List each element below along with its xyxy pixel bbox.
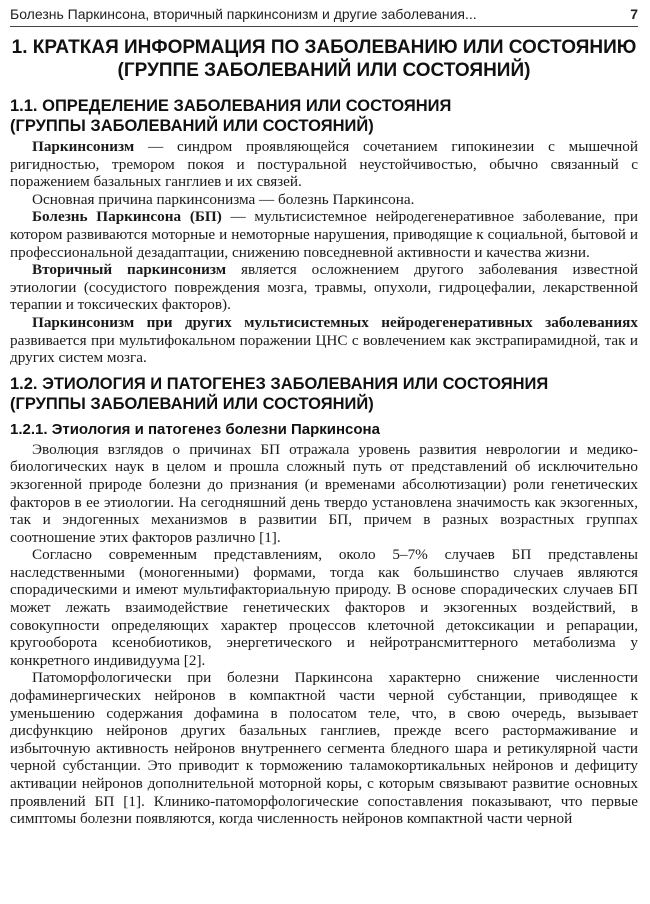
- chapter-title-line-2: (ГРУППЕ ЗАБОЛЕВАНИЙ ИЛИ СОСТОЯНИЙ): [117, 60, 531, 81]
- term-parkinsons-disease: Болезнь Паркинсона (БП): [32, 208, 222, 226]
- section-1-2-title: [10, 374, 638, 414]
- definition-parkinsonism: [10, 138, 638, 191]
- subsection-1-2-1-title: 1.2.1. Этиология и патогенез болезни Паркинсона: [10, 420, 380, 438]
- section-1-2-title-line-1: 1.2. ЭТИОЛОГИЯ И ПАТОГЕНЕЗ ЗАБОЛЕВАНИЯ ИЛИ СОСТОЯНИЯ: [10, 374, 549, 393]
- section-gap: [10, 367, 638, 374]
- definition-secondary-parkinsonism-text: является осложнением другого заболевания известной этиологии (сосудистого повреждения мозга, травмы, опухоли, гидроцефалии, лекарственной терапии и токсических факторов).: [10, 261, 638, 314]
- definition-multisystem-parkinsonism: [10, 314, 638, 367]
- section-1-1-title: [10, 96, 638, 136]
- chapter-title-line-1: 1. КРАТКАЯ ИНФОРМАЦИЯ ПО ЗАБОЛЕВАНИЮ ИЛИ СОСТОЯНИЮ: [11, 37, 637, 58]
- section-1-1-title-line-1: 1.1. ОПРЕДЕЛЕНИЕ ЗАБОЛЕВАНИЯ ИЛИ СОСТОЯНИЯ: [10, 97, 452, 115]
- running-head: [10, 4, 638, 27]
- page-number: 7: [630, 6, 638, 22]
- running-head-title: Болезнь Паркинсона, вторичный паркинсонизм и другие заболевания...: [10, 6, 477, 22]
- definition-multisystem-parkinsonism-text: развивается при мультифокальном поражении ЦНС с вовлечением как экстрапирамидной, так и других систем мозга.: [10, 331, 638, 367]
- term-parkinsonism: Паркинсонизм: [32, 138, 135, 155]
- definition-secondary-parkinsonism: [10, 261, 638, 314]
- section-1-1-title-line-2: (ГРУППЫ ЗАБОЛЕВАНИЙ ИЛИ СОСТОЯНИЙ): [10, 117, 374, 135]
- pathomorphology-paragraph: Патоморфологически при болезни Паркинсона характерно снижение численности дофаминергических нейронов в компактной части черной субстанции, приводящее к уменьшению содержания дофамина в полосатом теле, что, в свою очередь, вызывает дисфункцию нейронов других базальных ганглиев, прежде всего растормаживание и избыточную активность нейронов внутреннего сегмента бледного шара и ретикулярной части черной субстанции. Это приводит к торможению таламокортикальных нейронов и дефициту активации нейронов дополнительной моторной коры, с которым связывают развитие основных проявлений БП [1]. Клинико-патоморфологические сопоставления показывают, что первые симптомы болезни появляются, когда численность нейронов компактной части черной: [10, 669, 638, 828]
- etiology-paragraph-1: Эволюция взглядов о причинах БП отражала уровень развития неврологии и медико-биологических наук в целом и прошла сложный путь от представлений об исключительно экзогенной природе болезни до признания (и временами абсолютизации) роли генетических факторов в ее этиологии. На сегодняшний день твердо установлена значимость как экзогенных, так и эндогенных механизмов в развитии БП, причем в разных возрастных группах соотношение этих факторов различно [1].: [10, 440, 638, 546]
- main-cause-paragraph: Основная причина паркинсонизма — болезнь Паркинсона.: [32, 190, 415, 208]
- chapter-title: [10, 36, 638, 82]
- definition-parkinsonism-text: — синдром проявляющейся сочетанием гипокинезии с мышечной ригидностью, тремором покоя и постуральной неустойчивостью, обычно связанный с поражением базальных ганглиев и их связей.: [10, 138, 638, 191]
- etiology-paragraph-2: Согласно современным представлениям, около 5–7% случаев БП представлены наследственными (моногенными) формами, тогда как большинство случаев являются спорадическими и имеют мультифакториальную природу. В основе спорадических случаев БП может лежать взаимодействие генетических факторов и экзогенных воздействий, в совокупности определяющих характер процессов клеточной детоксикации и репарации, кругооборота ксенобиотиков, энергетического и нейротрансмиттерного метаболизма у конкретного индивидуума [2].: [10, 546, 638, 669]
- term-multisystem-parkinsonism: Паркинсонизм при других мультисистемных нейродегенеративных заболеваниях: [32, 313, 638, 331]
- definition-parkinsons-disease-text: — мультисистемное нейродегенеративное заболевание, при котором развиваются моторные и немоторные нарушения, приводящие к социальной, бытовой и профессиональной дезадаптации, снижению повседневной активности и качества жизни.: [10, 208, 638, 261]
- section-1-2-title-line-2: (ГРУППЫ ЗАБОЛЕВАНИЙ ИЛИ СОСТОЯНИЙ): [10, 394, 374, 413]
- term-secondary-parkinsonism: Вторичный паркинсонизм: [32, 261, 227, 279]
- page-content: [10, 36, 638, 828]
- definition-parkinsons-disease: [10, 208, 638, 261]
